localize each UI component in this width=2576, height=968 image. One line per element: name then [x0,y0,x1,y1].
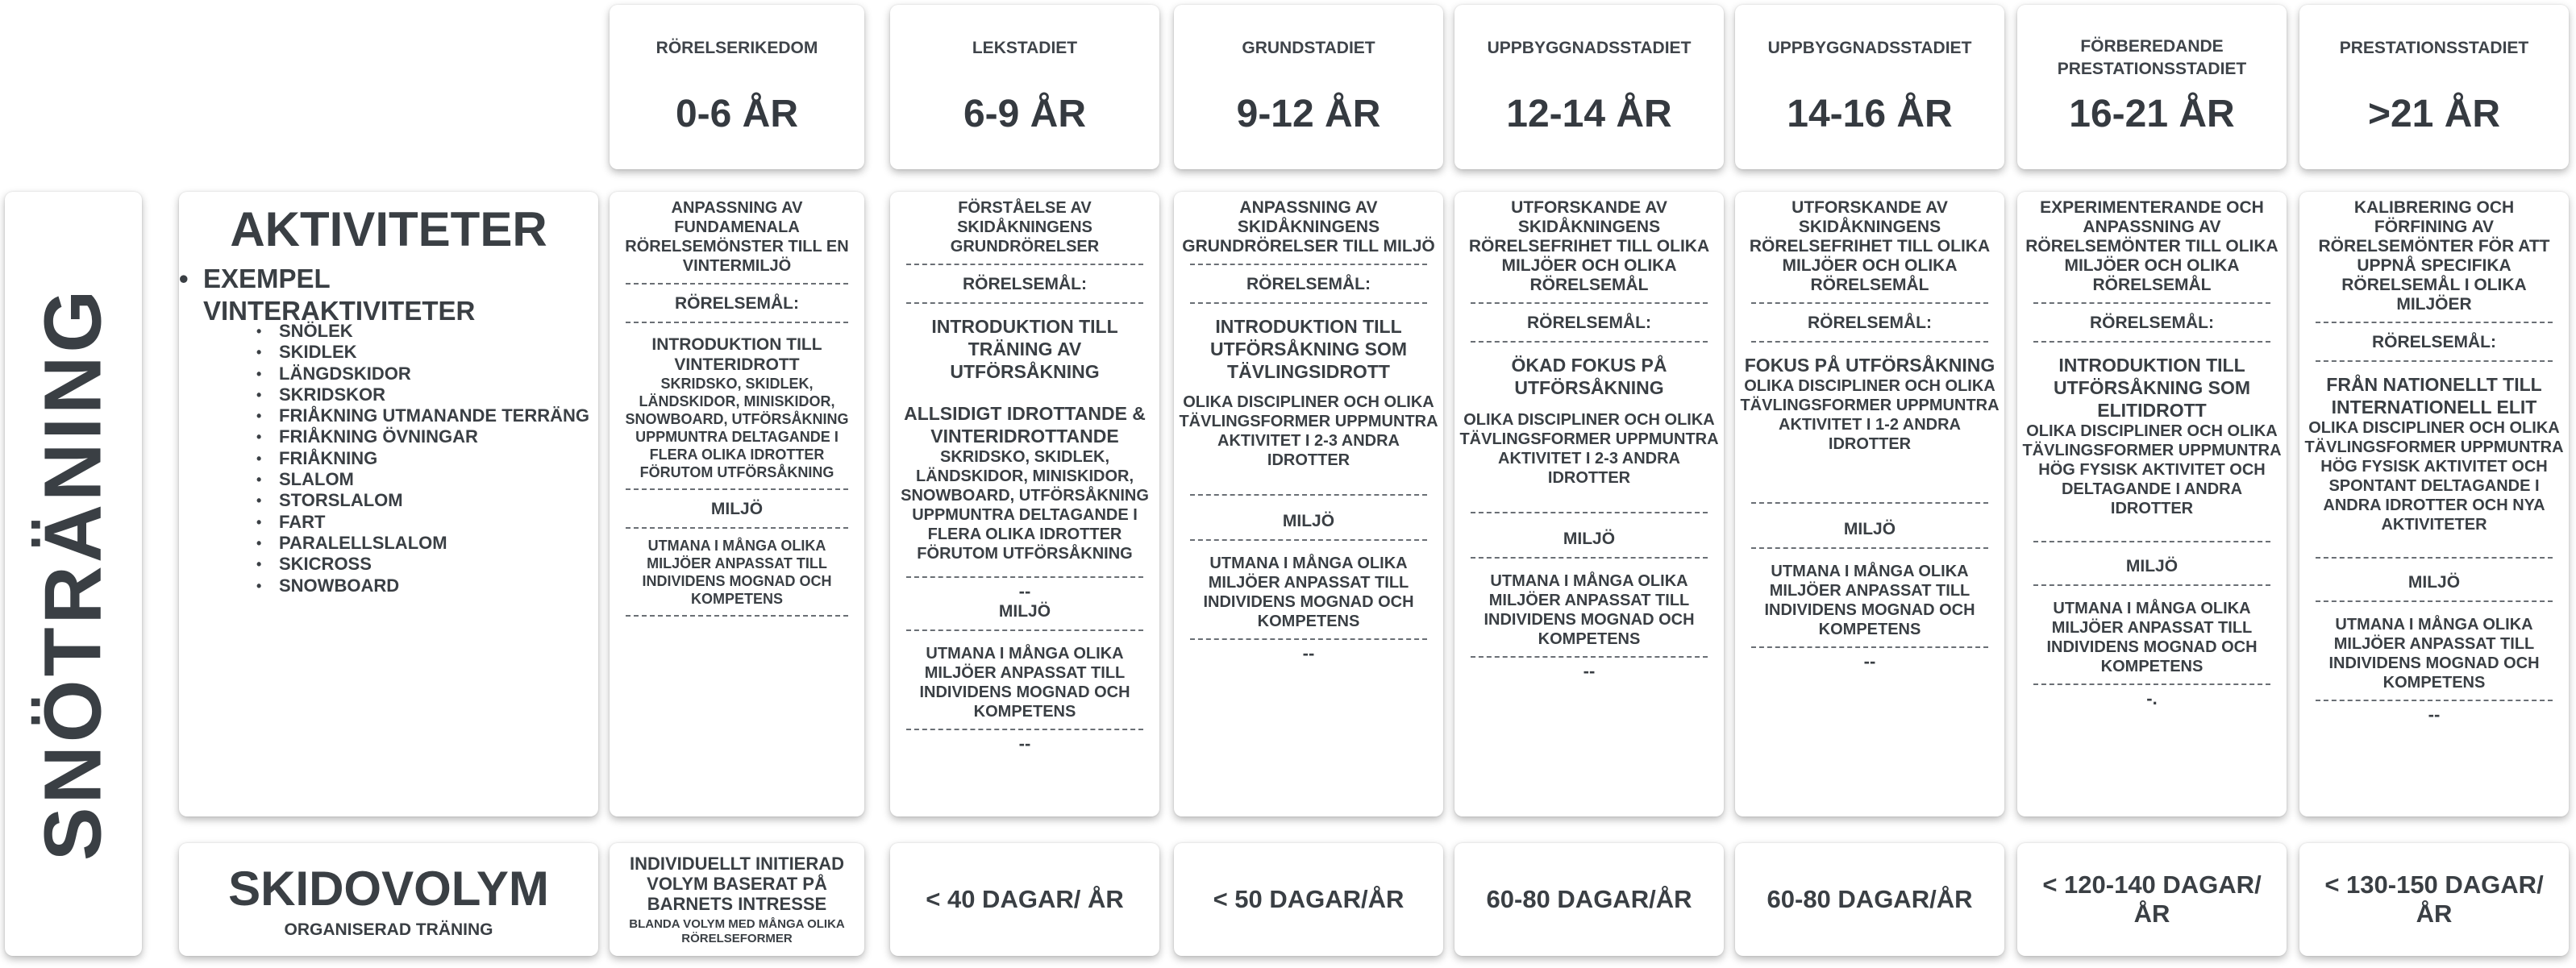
stage-age: 12-14 ÅR [1506,93,1672,135]
stage-name: UPPBYGGNADSSTADIET [1487,39,1692,57]
divider [2033,302,2270,304]
activities-title: AKTIVITETER [230,202,547,256]
environment-label: MILJÖ [1563,530,1616,548]
divider [2316,322,2553,323]
divider [1751,502,1988,504]
stage-age: >21 ÅR [2367,93,2501,135]
activity-item: • SNÖLEK [279,321,589,342]
stage-header-5 [2017,5,2287,169]
activity-item: • FRIÅKNING ÖVNINGAR [279,426,589,447]
environment-text: UTMANA I MÅNGA OLIKA MILJÖER ANPASSAT TILL INDIVIDENS MOGNAD OCH KOMPETENS [919,645,1130,721]
stage-name: LEKSTADIET [972,39,1078,57]
goal-label: RÖRELSEMÅL: [675,294,799,313]
stage-header-1 [890,5,1159,169]
stage-age: 14-16 ÅR [1787,93,1953,135]
intro-heading: INTRODUKTION TILL VINTERIDROTT [651,335,822,374]
goal-label: RÖRELSEMÅL: [1246,275,1371,293]
volume-value: < 130-150 DAGAR/ÅR [2324,870,2544,928]
stage-name: GRUNDSTADIET [1242,39,1375,57]
divider [626,488,848,490]
dash-mark: -- [1302,643,1315,663]
movement-goal: UTFORSKANDE AV SKIDÅKNINGENS RÖRELSEFRIHET TILL OLIKA MILJÖER OCH OLIKA RÖRELSEMÅL [1749,198,1991,294]
divider [1190,638,1427,640]
activity-item: • SKRIDSKOR [279,384,589,405]
stage-name: PRESTATIONSSTADIET [2339,39,2529,57]
activity-item: • PARALELLSLALOM [279,533,589,554]
divider [626,527,848,529]
side-label-card [5,192,142,956]
divider [1751,646,1988,648]
stage-activity-0 [610,192,864,816]
divider [1471,512,1708,513]
stage-age: 6-9 ÅR [963,93,1087,135]
activities-label-card [179,192,598,816]
environment-label: MILJÖ [710,500,764,518]
stage-activity-6 [2299,192,2569,816]
goal-label: RÖRELSEMÅL: [2372,333,2496,351]
goal-label: RÖRELSEMÅL: [2090,314,2214,332]
stage-header-2 [1174,5,1443,169]
divider [906,629,1143,631]
divider [906,729,1143,730]
volume-value: 60-80 DAGAR/ÅR [1486,885,1692,913]
example-heading: • EXEMPEL VINTERAKTIVITETER [179,264,476,326]
intro-heading-2: ALLSIDIGT IDROTTANDE & VINTERIDROTTANDE [904,403,1146,447]
stage-volume-5 [2017,843,2287,956]
activity-list [255,321,589,596]
side-label: SNÖTRÄNING [27,286,119,862]
movement-goal: EXPERIMENTERANDE OCH ANPASSNING AV RÖRELSEMÖNTER TILL OLIKA MILJÖER OCH OLIKA RÖRELSEMÅL [2025,198,2278,294]
stage-volume-3 [1454,843,1724,956]
volume-value: < 50 DAGAR/ÅR [1213,885,1405,913]
divider [1471,656,1708,658]
divider [1190,264,1427,265]
divider [906,264,1143,265]
bullet-icon: • [179,264,189,293]
activity-item: • SNOWBOARD [279,575,589,596]
divider [2033,584,2270,586]
activity-item: • SLALOM [279,469,589,490]
goal-label: RÖRELSEMÅL: [1527,314,1651,332]
activity-item: • FART [279,512,589,533]
intro-heading: ÖKAD FOKUS PÅ UTFÖRSÅKNING [1511,355,1667,398]
divider [1471,557,1708,559]
stage-age: 9-12 ÅR [1236,93,1381,135]
volume-value: < 120-140 DAGAR/ÅR [2042,870,2262,928]
divider [2033,683,2270,685]
dash-mark: -. [2146,688,2158,708]
environment-text: UTMANA I MÅNGA OLIKA MILJÖER ANPASSAT TILL INDIVIDENS MOGNAD OCH KOMPETENS [1484,572,1695,648]
intro-detail: OLIKA DISCIPLINER OCH OLIKA TÄVLINGSFORMER UPPMUNTRA AKTIVITET I 2-3 ANDRA IDROTTER [1179,393,1438,469]
dash-mark: -- [1863,651,1876,671]
intro-detail: SKRIDSKO, SKIDLEK, LÄNDSKIDOR, MINISKIDOR, SNOWBOARD, UTFÖRSÅKNING UPPMUNTRA DELTAGANDE I FLERA OLIKA IDROTTER FÖRUTOM UTFÖRSÅKNING [625,376,849,480]
divider [1751,547,1988,549]
volume-value: 60-80 DAGAR/ÅR [1767,885,1973,913]
environment-text: UTMANA I MÅNGA OLIKA MILJÖER ANPASSAT TILL INDIVIDENS MOGNAD OCH KOMPETENS [1764,563,1975,638]
stage-age: 16-21 ÅR [2069,93,2235,135]
stage-activity-5 [2017,192,2287,816]
divider [1471,341,1708,343]
movement-goal: KALIBRERING OCH FÖRFINING AV RÖRELSEMÖNTER FÖR ATT UPPNÅ SPECIFIKA RÖRELSEMÅL I OLIKA MILJÖER [2318,198,2550,314]
activity-item: • SKICROSS [279,554,589,575]
intro-heading: INTRODUKTION TILL UTFÖRSÅKNING SOM TÄVLINGSIDROTT [1209,316,1408,382]
movement-goal: ANPASSNING AV SKIDÅKNINGENS GRUNDRÖRELSER TILL MILJÖ [1182,198,1435,256]
intro-detail: OLIKA DISCIPLINER OCH OLIKA TÄVLINGSFORMER UPPMUNTRA HÖG FYSISK AKTIVITET OCH SPONTANT DELTAGANDE I ANDRA IDROTTER OCH NYA AKTIVITETER [2304,419,2564,534]
divider [906,302,1143,304]
stage-volume-6 [2299,843,2569,956]
dash-mark: -- [1018,733,1031,754]
dash-mark: -- [2428,704,2441,725]
intro-heading: INTRODUKTION TILL TRÄNING AV UTFÖRSÅKNING [931,316,1118,382]
volume-note: BLANDA VOLYM MED MÅNGA OLIKA RÖRELSEFORMER [629,916,845,945]
stage-volume-0 [610,843,864,956]
stage-name: UPPBYGGNADSSTADIET [1767,39,1972,57]
activity-item: • FRIÅKNING UTMANANDE TERRÄNG [279,405,589,426]
stage-activity-4 [1735,192,2004,816]
movement-goal: FÖRSTÅELSE AV SKIDÅKNINGENS GRUNDRÖRELSER [950,199,1100,256]
stage-activity-1 [890,192,1159,816]
intro-heading: INTRODUKTION TILL UTFÖRSÅKNING SOM ELITIDROTT [2053,355,2251,421]
intro-detail: SKRIDSKO, SKIDLEK, LÄNDSKIDOR, MINISKIDOR, SNOWBOARD, UTFÖRSÅKNING UPPMUNTRA DELTAGANDE I FLERA OLIKA IDROTTER FÖRUTOM UTFÖRSÅKNING [901,448,1149,563]
divider [626,283,848,285]
divider [906,576,1143,578]
stage-name: RÖRELSERIKEDOM [655,39,818,57]
divider [2316,600,2553,602]
environment-label: MILJÖ [2125,557,2179,575]
stage-header-6 [2299,5,2569,169]
divider [2316,557,2553,559]
activity-item: • STORSLALOM [279,490,589,511]
stage-header-0 [610,5,864,169]
stage-name: FÖRBEREDANDE PRESTATIONSSTADIET [2057,37,2247,78]
divider [1751,341,1988,343]
divider [1471,302,1708,304]
volume-title: SKIDOVOLYM [228,862,549,916]
volume-label-card [179,843,598,956]
environment-text: UTMANA I MÅNGA OLIKA MILJÖER ANPASSAT TILL INDIVIDENS MOGNAD OCH KOMPETENS [1203,555,1414,630]
divider [2316,700,2553,701]
volume-value: INDIVIDUELLT INITIERAD VOLYM BASERAT PÅ BARNETS INTRESSE [629,853,845,914]
divider [1190,494,1427,496]
stage-activity-2 [1174,192,1443,816]
stage-volume-1 [890,843,1159,956]
environment-text: UTMANA I MÅNGA OLIKA MILJÖER ANPASSAT TILL INDIVIDENS MOGNAD OCH KOMPETENS [2046,600,2258,675]
stage-header-4 [1735,5,2004,169]
divider [2033,541,2270,542]
goal-label: RÖRELSEMÅL: [963,275,1087,293]
stage-volume-4 [1735,843,2004,956]
volume-subtitle: ORGANISERAD TRÄNING [284,920,493,939]
divider [1751,302,1988,304]
environment-label: MILJÖ [1282,512,1335,530]
environment-text: UTMANA I MÅNGA OLIKA MILJÖER ANPASSAT TILL INDIVIDENS MOGNAD OCH KOMPETENS [642,538,832,607]
movement-goal: UTFORSKANDE AV SKIDÅKNINGENS RÖRELSEFRIHET TILL OLIKA MILJÖER OCH OLIKA RÖRELSEMÅL [1468,198,1710,294]
divider [626,322,848,323]
divider [2033,341,2270,343]
divider [1190,539,1427,541]
intro-detail: OLIKA DISCIPLINER OCH OLIKA TÄVLINGSFORMER UPPMUNTRA AKTIVITET I 1-2 ANDRA IDROTTER [1740,377,2000,453]
volume-value: < 40 DAGAR/ ÅR [926,885,1124,913]
activity-item: • SKIDLEK [279,342,589,363]
environment-label: MILJÖ [998,602,1051,621]
environment-label: MILJÖ [2407,573,2461,592]
stage-volume-2 [1174,843,1443,956]
activity-item: • LÄNGDSKIDOR [279,364,589,384]
intro-detail: OLIKA DISCIPLINER OCH OLIKA TÄVLINGSFORMER UPPMUNTRA HÖG FYSISK AKTIVITET OCH DELTAGANDE I ANDRA IDROTTER [2022,422,2282,517]
movement-goal: ANPASSNING AV FUNDAMENALA RÖRELSEMÖNSTER TILL EN VINTERMILJÖ [625,199,849,275]
stage-activity-3 [1454,192,1724,816]
dash-mark: -- [1018,581,1031,601]
stage-age: 0-6 ÅR [675,93,799,135]
divider [2316,360,2553,362]
divider [1190,302,1427,304]
intro-heading: FOKUS PÅ UTFÖRSÅKNING [1744,355,1995,376]
environment-text: UTMANA I MÅNGA OLIKA MILJÖER ANPASSAT TILL INDIVIDENS MOGNAD OCH KOMPETENS [2328,616,2540,692]
dash-mark: -- [1583,661,1596,681]
intro-detail: OLIKA DISCIPLINER OCH OLIKA TÄVLINGSFORMER UPPMUNTRA AKTIVITET I 2-3 ANDRA IDROTTER [1459,411,1719,487]
environment-label: MILJÖ [1843,520,1896,538]
intro-heading: FRÅN NATIONELLT TILL INTERNATIONELL ELIT [2326,374,2542,418]
divider [626,615,848,617]
stage-header-3 [1454,5,1724,169]
activity-item: • FRIÅKNING [279,448,589,469]
goal-label: RÖRELSEMÅL: [1808,314,1932,332]
